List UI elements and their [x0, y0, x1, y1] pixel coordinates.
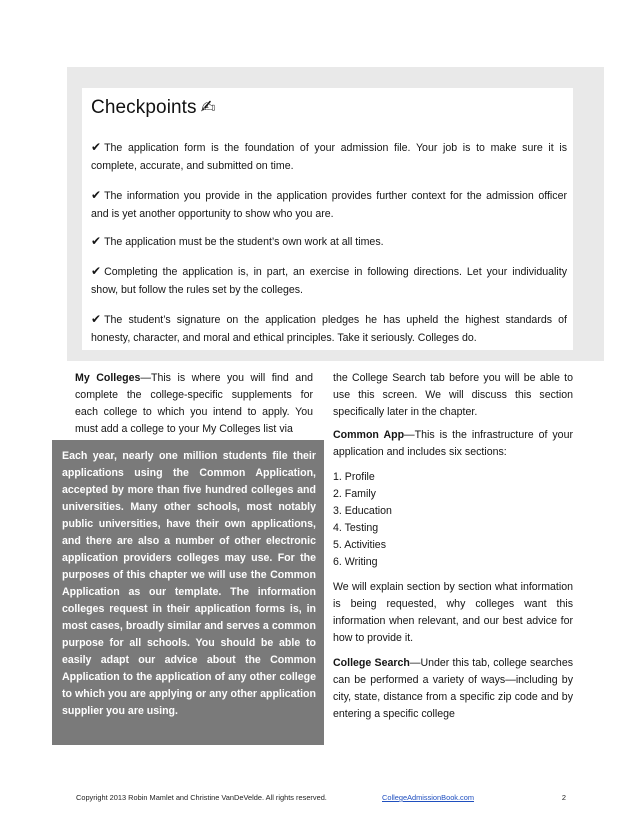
- common-app-text: —This is the infrastructure of your application and includes six sections:: [333, 429, 573, 458]
- my-colleges-paragraph: [75, 370, 313, 438]
- sidebar-callout: [52, 440, 324, 745]
- checkpoint-text: The information you provide in the application provides further context for the admission officer and is yet another opportunity to show who you are.: [91, 190, 567, 220]
- list-item: 4. Testing: [333, 522, 379, 534]
- sections-list: [333, 469, 573, 571]
- check-icon: ✔: [91, 188, 102, 202]
- checkpoint-text: The application must be the student’s own work at all times.: [104, 236, 384, 248]
- list-item: 1. Profile: [333, 471, 375, 483]
- checkpoint-item: [91, 186, 567, 223]
- checkpoints-title-text: Checkpoints: [91, 97, 197, 118]
- checkpoints-title: [91, 97, 216, 119]
- common-app-heading: Common App: [333, 429, 405, 441]
- list-item: 3. Education: [333, 505, 392, 517]
- page-number: 2: [561, 793, 566, 802]
- check-icon: ✔: [91, 140, 102, 154]
- my-colleges-heading: My Colleges: [75, 372, 141, 384]
- copyright-notice: Copyright 2013 Robin Mamlet and Christine VanDeVelde. All rights reserved.: [76, 793, 327, 802]
- list-item: 2. Family: [333, 488, 376, 500]
- checkpoints-box: [82, 88, 573, 350]
- checkpoint-text: Completing the application is, in part, an exercise in following directions. Let your individuality show, but follow the rules set by the colleges.: [91, 266, 567, 296]
- sidebar-text: Each year, nearly one million students file their applications using the Common Application, accepted by more than five hundred colleges and universities. Many other schools, most notably public universities, have their own applications, and there are also a number of other electronic application providers colleges may use. For the purposes of this chapter we will use the Common Application as our template. The information colleges request in their application forms is, in most cases, broadly similar and serves a common purpose for all schools. You should be able to easily adapt our advice about the Common Application to the application of any other college to which you are applying or any other application supplier you are using.: [62, 450, 316, 717]
- college-search-heading: College Search: [333, 657, 410, 669]
- list-item: 6. Writing: [333, 556, 378, 568]
- check-icon: ✔: [91, 312, 102, 326]
- writing-hand-icon: ✍: [200, 97, 216, 117]
- college-search-continuation: the College Search tab before you will be able to use this screen. We will discuss this section specifically later in the chapter.: [333, 372, 573, 418]
- right-column: [333, 370, 573, 723]
- checkpoint-item: [91, 262, 567, 299]
- checkpoint-item: [91, 138, 567, 175]
- college-search-paragraph: [333, 655, 573, 723]
- checkpoint-item: [91, 232, 567, 251]
- list-item: 5. Activities: [333, 539, 386, 551]
- my-colleges-text: —This is where you will find and complete the college-specific supplements for each college to which you intend to apply. You must add a college to your My Colleges list via: [75, 372, 313, 435]
- check-icon: ✔: [91, 234, 102, 248]
- checkpoint-item: [91, 310, 567, 347]
- explanation-paragraph: We will explain section by section what information is being requested, why colleges want this information when relevant, and our best advice for how to provide it.: [333, 581, 573, 644]
- college-search-text: —Under this tab, college searches can be performed a variety of ways—including by city, state, distance from a specific zip code and by entering a specific college: [333, 657, 574, 720]
- checkpoint-text: The application form is the foundation of your admission file. Your job is to make sure it is complete, accurate, and submitted on time.: [91, 142, 567, 172]
- website-link[interactable]: CollegeAdmissionBook.com: [382, 793, 475, 802]
- page-footer: [76, 793, 566, 807]
- common-app-paragraph: [333, 427, 573, 461]
- check-icon: ✔: [91, 264, 102, 278]
- checkpoint-text: The student’s signature on the application pledges he has upheld the highest standards of honesty, character, and moral and ethical principles. Take it seriously. Colleges do.: [91, 314, 567, 344]
